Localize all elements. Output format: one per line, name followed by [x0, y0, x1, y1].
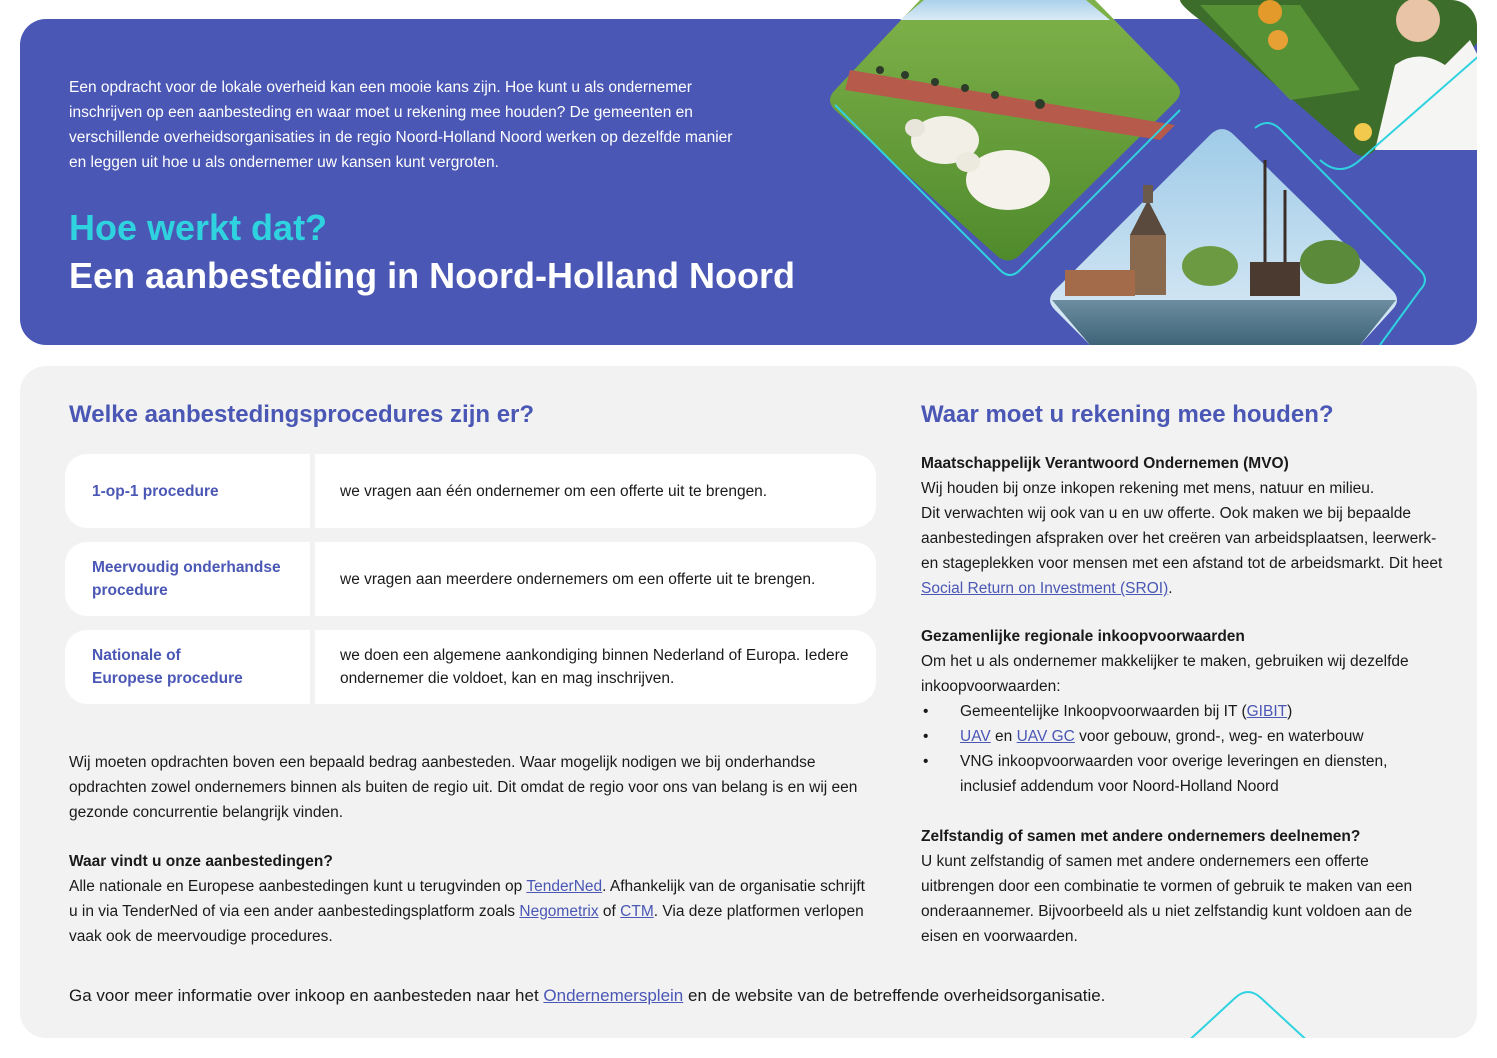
list-item	[921, 699, 1446, 724]
content-panel	[20, 366, 1477, 1038]
samen-text: U kunt zelfstandig of samen met andere ondernemers een offerte uitbrengen door een combinatie te vormen of gebruik te maken van een onderaannemer. Bijvoorbeeld als u niet zelfstandig kunt voldoen aan de eisen en voorwaarden.	[921, 853, 1413, 945]
procedure-name: Nationale of Europese procedure	[65, 630, 315, 704]
find-section	[69, 849, 869, 949]
bullet-text: en	[990, 728, 1017, 745]
procedure-description: we vragen aan meerdere ondernemers om een offerte uit te brengen.	[340, 570, 816, 588]
procedure-name: Meervoudig onderhandse procedure	[65, 542, 315, 616]
hero-banner	[20, 19, 1477, 345]
uav-gc-link[interactable]: UAV GC	[1016, 728, 1075, 745]
hero-kicker: Hoe werkt dat?	[69, 207, 328, 248]
considerations-heading: Waar moet u rekening mee houden?	[921, 401, 1334, 428]
voorwaarden-list	[921, 699, 1446, 799]
voorwaarden-section	[921, 624, 1446, 799]
threshold-paragraph: Wij moeten opdrachten boven een bepaald bedrag aanbesteden. Waar mogelijk nodigen we bij onderhandse opdrachten zowel ondernemers binnen als buiten de regio uit. Dit omdat de regio voor ons van belang is en wij een gezonde concurrentie belangrijk vinden.	[69, 754, 858, 821]
gibit-link[interactable]: GIBIT	[1246, 703, 1288, 720]
mvo-section	[921, 451, 1446, 601]
mvo-text-2: Dit verwachten wij ook van u en uw offerte. Ook maken we bij bepaalde aanbestedingen afspraken over het creëren van arbeidsplaatsen, leerwerk- en stageplekken voor mensen met een afstand tot de arbeidsmarkt. Dit heet	[921, 505, 1443, 572]
hero-title: Een aanbesteding in Noord-Holland Noord	[69, 255, 796, 296]
find-title: Waar vindt u onze aanbestedingen?	[69, 853, 333, 870]
sroi-link[interactable]: Social Return on Investment (SROI)	[921, 580, 1169, 597]
samen-section	[921, 824, 1446, 949]
procedure-row	[65, 454, 876, 528]
ondernemersplein-link[interactable]: Ondernemersplein	[543, 986, 684, 1005]
procedure-description: we doen een algemene aankondiging binnen Nederland of Europa. Iedere ondernemer die voldoet, kan en mag inschrijven.	[340, 647, 849, 687]
ctm-link[interactable]: CTM	[620, 903, 654, 920]
negometrix-link[interactable]: Negometrix	[519, 903, 599, 920]
procedures-heading: Welke aanbestedingsprocedures zijn er?	[69, 401, 535, 428]
procedure-description: we vragen aan één ondernemer om een offerte uit te brengen.	[340, 482, 768, 500]
tenderned-link[interactable]: TenderNed	[526, 878, 603, 895]
samen-title: Zelfstandig of samen met andere ondernemers deelnemen?	[921, 828, 1361, 845]
bullet-text: Gemeentelijke Inkoopvoorwaarden bij IT (	[960, 703, 1247, 720]
procedure-row	[65, 542, 876, 616]
list-item	[921, 724, 1446, 749]
procedure-name: 1-op-1 procedure	[65, 454, 315, 528]
bullet-text: voor gebouw, grond-, weg- en waterbouw	[1074, 728, 1364, 745]
find-text-4: . Via deze platformen verlopen vaak ook de meervoudige procedures.	[69, 903, 864, 945]
voorwaarden-title: Gezamenlijke regionale inkoopvoorwaarden	[921, 628, 1245, 645]
find-text-2: . Afhankelijk van de organisatie schrijft u in via TenderNed of via een ander aanbestedingsplatform zoals	[69, 878, 865, 920]
mvo-text-1: Wij houden bij onze inkopen rekening met mens, natuur en milieu.	[921, 480, 1375, 497]
bullet-text: VNG inkoopvoorwaarden voor overige leveringen en diensten, inclusief addendum voor Noord-Holland Noord	[960, 753, 1388, 795]
uav-link[interactable]: UAV	[960, 728, 991, 745]
find-text-3: of	[598, 903, 621, 920]
footer-line	[69, 983, 1105, 1009]
footer-text-2: en de website van de betreffende overheidsorganisatie.	[683, 986, 1106, 1005]
procedure-row	[65, 630, 876, 704]
hero-intro-text: Een opdracht voor de lokale overheid kan een mooie kans zijn. Hoe kunt u als ondernemer inschrijven op een aanbesteding en waar moet u rekening mee houden? De gemeenten en verschillende overheidsorganisaties in de regio Noord-Holland Noord werken op dezelfde manier en leggen uit hoe u als ondernemer uw kansen kunt vergroten.	[69, 79, 733, 171]
mvo-title: Maatschappelijk Verantwoord Ondernemen (MVO)	[921, 455, 1289, 472]
mvo-text-3: .	[1168, 580, 1173, 597]
voorwaarden-intro: Om het u als ondernemer makkelijker te maken, gebruiken wij dezelfde inkoopvoorwaarden:	[921, 653, 1409, 695]
bullet-text: )	[1287, 703, 1293, 720]
find-text-1: Alle nationale en Europese aanbestedingen kunt u terugvinden op	[69, 878, 527, 895]
footer-text-1: Ga voor meer informatie over inkoop en aanbesteden naar het	[69, 986, 544, 1005]
list-item	[921, 749, 1446, 799]
